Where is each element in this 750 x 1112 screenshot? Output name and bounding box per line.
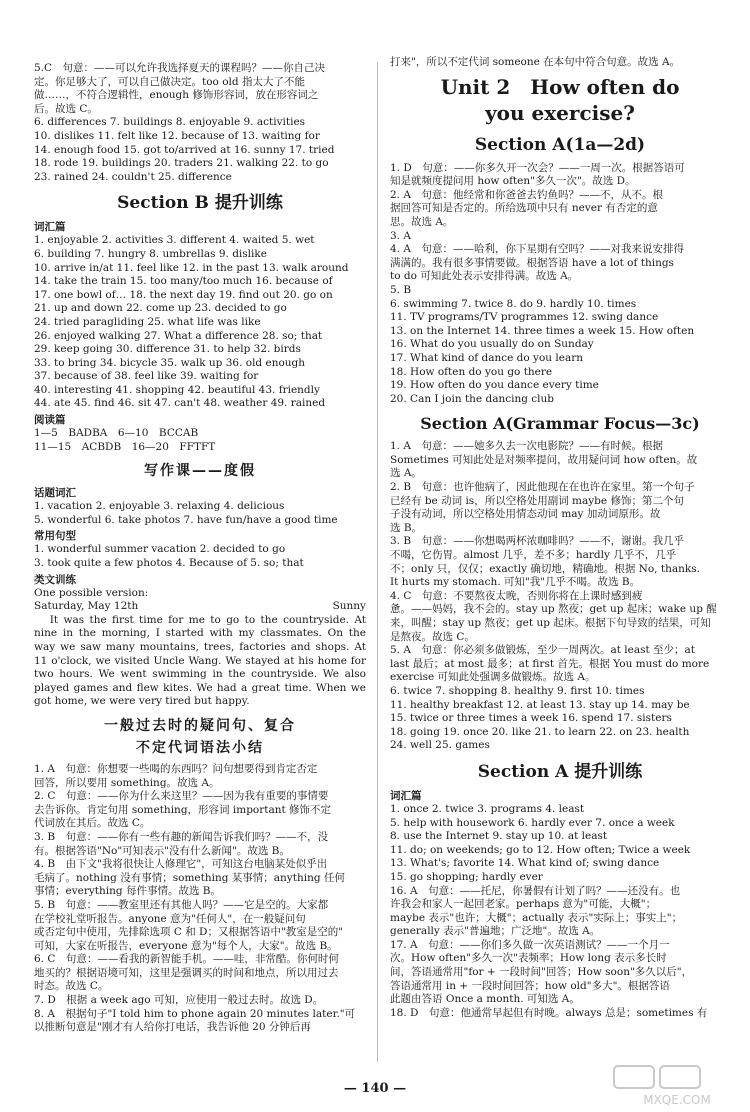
text-line: 知是就频度提问用 how often"多久一次"。故选 D。 bbox=[390, 175, 636, 188]
text-line: 在学校礼堂听报告。anyone 意为"任何人"，在一般疑问句 bbox=[34, 912, 306, 925]
text-line: 16. What do you usually do on Sunday bbox=[390, 338, 594, 351]
left-top-answers bbox=[34, 62, 366, 184]
text-line: 据回答可知是否定的。所给选项中只有 never 有否定的意 bbox=[390, 202, 658, 215]
text-line: 3. B 句意：——你想喝两杯浓咖啡吗？——不，谢谢。我几乎 bbox=[390, 535, 685, 548]
text-line: 3. B 句意：——你有一些有趣的新闻告诉我们吗？——不，没 bbox=[34, 830, 329, 843]
essay-date-row bbox=[34, 600, 366, 614]
text-line: 13. on the Internet 14. three times a week 15. How often bbox=[390, 324, 695, 337]
text-line: 许我会和家人一起回老家。perhaps 意为"可能，大概"； bbox=[390, 898, 657, 911]
text-line: 10. dislikes 11. felt like 12. because of 13. waiting for bbox=[34, 129, 320, 142]
text-line: 可知，大家在听报告，everyone 意为"每个人，大家"。故选 B。 bbox=[34, 939, 338, 952]
text-line: 1. A 句意：你想要一些喝的东西吗？问句想要得到肯定否定 bbox=[34, 762, 318, 775]
text-line: 5. help with housework 6. hardly ever 7. once a week bbox=[390, 816, 675, 829]
text-line: 6. C 句意：——看我的新智能手机。——哇，非常酷。你何时何 bbox=[34, 953, 339, 966]
vocab-label: 词汇篇 bbox=[34, 221, 66, 234]
grammar-focus-title: Section A(Grammar Focus—3c) bbox=[420, 414, 700, 434]
text-line: 不；only 只，仅仅；exactly 确切地，精确地。根据 No, thanks. bbox=[390, 562, 700, 575]
text-line: 1—5 BADBA 6—10 BCCAB bbox=[34, 427, 199, 440]
text-line: 1. A 句意：——她多久去一次电影院？——有时候。根据 bbox=[390, 440, 663, 453]
text-line: 有。根据答语"No"可知表示"没有什么新闻"。故选 B。 bbox=[34, 844, 290, 857]
text-line: 24. tried paragliding 25. what life was like bbox=[34, 315, 261, 328]
text-line: 4. A 句意：——哈利，你下星期有空吗？——对我来说安排得 bbox=[390, 243, 684, 256]
text-line: 满满的。我有很多事情要做。根据答语 have a lot of things bbox=[390, 256, 674, 269]
text-line: 8. A 根据句子"I told him to phone again 20 minutes later."可 bbox=[34, 1007, 356, 1020]
text-line: 毛病了。nothing 没有事情；something 某事情；anything 任何 bbox=[34, 871, 345, 884]
right-column bbox=[390, 56, 730, 1020]
text-line: 17. What kind of dance do you learn bbox=[390, 351, 584, 364]
text-line: last 最后；at most 最多；at first 首先。根据 You must do more bbox=[390, 657, 710, 670]
text-line: 4. C 句意：不要熬夜太晚，否则你将在上课时感到疲 bbox=[390, 589, 643, 602]
text-line: 16. A 句意：——托尼，你暑假有计划了吗？——还没有。也 bbox=[390, 884, 681, 897]
grammar-answers bbox=[34, 763, 366, 1035]
text-line: generally 表示"普遍地；广泛地"。故选 A。 bbox=[390, 925, 601, 938]
text-line: 18. How often do you go there bbox=[390, 365, 553, 378]
text-line: 去告诉你。肯定句用 something，形容词 important 修饰不定 bbox=[34, 803, 332, 816]
text-line: 18. going 19. once 20. like 21. to learn 22. on 23. health bbox=[390, 725, 690, 738]
section-a-title: Section A(1a—2d) bbox=[474, 134, 646, 155]
essay-date: Saturday, May 12th bbox=[34, 600, 139, 613]
text-line: 8. use the Internet 9. stay up 10. at least bbox=[390, 830, 608, 843]
text-line: 2. B 句意：也许他病了，因此他现在在也许在家里。第一个句子 bbox=[390, 481, 695, 494]
text-line: 思。故选 A。 bbox=[390, 215, 454, 228]
text-line: 选 B。 bbox=[390, 521, 423, 534]
text-line: to do 可知此处表示安排得满。故选 A。 bbox=[390, 270, 579, 283]
text-line: 以推断句意是"刚才有人给你打电话，我告诉他 20 分钟后再 bbox=[34, 1021, 311, 1034]
text-line: 20. Can I join the dancing club bbox=[390, 392, 555, 405]
reading-label: 阅读篇 bbox=[34, 414, 66, 427]
text-line: 时态。故选 C。 bbox=[34, 980, 109, 993]
text-line: 惫。——妈妈，我不会的。stay up 熬夜；get up 起床；wake up 醒 bbox=[390, 603, 717, 616]
text-line: 18. rode 19. buildings 20. traders 21. walking 22. to go bbox=[34, 157, 329, 170]
grammar-title-1: 一般过去时的疑问句、复合 bbox=[104, 717, 296, 734]
text-line: 来，叫醒；stay up 熬夜；get up 起床。根据下句导致的结果，可知 bbox=[390, 617, 711, 629]
unit-title: Unit 2 How often do bbox=[440, 74, 680, 99]
text-line: 1. vacation 2. enjoyable 3. relaxing 4. delicious bbox=[34, 500, 285, 513]
text-line: 4. B 由下文"我将很快让人修理它"，可知这台电脑某处似乎出 bbox=[34, 858, 328, 871]
text-line: 次。How often"多久一次"表频率；How long 表示多长时 bbox=[390, 952, 667, 965]
text-line: 此题由答语 Once a month. 可知选 A。 bbox=[390, 993, 580, 1006]
text-line: 6. twice 7. shopping 8. healthy 9. first 10. times bbox=[390, 684, 645, 697]
text-line: 33. to bring 34. bicycle 35. walk up 36. old enough bbox=[34, 356, 306, 369]
text-line: 回答，所以要用 something。故选 A。 bbox=[34, 776, 220, 789]
text-line: 选 A。 bbox=[390, 467, 422, 480]
text-line: 打来"，所以不定代词 someone 在本句中符合句意。故选 A。 bbox=[390, 56, 681, 68]
text-line: 11. do; on weekends; go to 12. How often; Twice a week bbox=[390, 843, 691, 856]
text-line: 子没有动词，所以空格处用情态动词 may 加动词原形。故 bbox=[390, 508, 661, 521]
text-line: 代词放在其后。故选 C。 bbox=[34, 817, 151, 830]
text-line: 地买的？根据语境可知，这里是强调买的时间和地点，所以用过去 bbox=[34, 966, 339, 979]
text-line: Sometimes 可知此处是对频率提问，故用疑问词 how often。故 bbox=[390, 453, 698, 466]
text-line: 间，答语通常用"for + 一段时间"回答；How soon"多久以后"， bbox=[390, 966, 693, 979]
vocab-label: 词汇篇 bbox=[390, 789, 422, 802]
text-line: 21. up and down 22. come up 23. decided to go bbox=[34, 302, 287, 315]
text-line: 1. once 2. twice 3. programs 4. least bbox=[390, 802, 585, 815]
column-divider bbox=[377, 62, 378, 1062]
essay-label: 类文训练 bbox=[34, 573, 76, 586]
page-number: — 140 — bbox=[343, 1081, 407, 1096]
text-line: 答语通常用 in + 一段时间回答；how old"多大"。根据答语 bbox=[390, 979, 670, 992]
text-line: maybe 表示"也许；大概"；actually 表示"实际上；事实上"； bbox=[390, 911, 683, 924]
text-line: 15. go shopping; hardly ever bbox=[390, 870, 543, 883]
text-line: 3. took quite a few photos 4. Because of 5. so; that bbox=[34, 557, 304, 570]
text-line: 11—15 ACBDB 16—20 FFTFT bbox=[34, 440, 216, 453]
text-line: 10. arrive in/at 11. feel like 12. in the past 13. walk around bbox=[34, 261, 349, 274]
text-line: 6. swimming 7. twice 8. do 9. hardly 10. times bbox=[390, 297, 637, 310]
text-line: 1. wonderful summer vacation 2. decided to go bbox=[34, 543, 286, 556]
text-line: 5. wonderful 6. take photos 7. have fun/have a good time bbox=[34, 513, 338, 526]
text-line: 5.C 句意：——可以允许我选择夏天的课程吗？——你自己决 bbox=[34, 62, 326, 74]
text-line: 24. well 25. games bbox=[390, 739, 490, 752]
text-line: 18. D 句意：他通常早起但有时晚。always 总是；sometimes 有 bbox=[390, 1006, 708, 1019]
text-line: It hurts my stomach. 可知"我"几乎不喝。故选 B。 bbox=[390, 576, 641, 589]
text-line: 11. healthy breakfast 12. at least 13. stay up 14. may be bbox=[390, 698, 690, 711]
text-line: 已经有 be 动词 is，所以空格处用副词 maybe 修饰；第二个句 bbox=[390, 494, 684, 507]
site-watermark-logo bbox=[612, 1064, 742, 1108]
text-line: 定。你足够大了，可以自己做决定。too old 指太大了不能 bbox=[34, 75, 305, 88]
text-line: 5. B 句意：——教室里还有其他人吗？——它是空的。大家都 bbox=[34, 898, 329, 911]
essay-intro: One possible version: bbox=[34, 586, 149, 599]
text-line: 17. A 句意：——你们多久做一次英语测试？——一个月一 bbox=[390, 938, 670, 951]
left-column bbox=[34, 62, 366, 1035]
text-line: 后。故选 C。 bbox=[34, 102, 98, 115]
text-line: 23. rained 24. couldn't 25. difference bbox=[34, 170, 232, 183]
text-line: 是熬夜。故选 C。 bbox=[390, 630, 475, 643]
text-line: 40. interesting 41. shopping 42. beautiful 43. friendly bbox=[34, 383, 320, 396]
essay-weather: Sunny bbox=[332, 600, 366, 613]
essay-body: It was the first time for me to go to the countryside. At nine in the morning, I started with my classmates. On the way we saw many mountains, trees, factories and shops. At 11 o'clock, we visited Uncle Wang. We stayed at his home for two hours. We went swimming in the countryside. We also played games and flew kites. We had a great time. When we got home, we were very tired but happy. bbox=[34, 613, 366, 708]
text-line: 5. B bbox=[390, 283, 412, 296]
text-line: 13. What's; favorite 14. What kind of; swing dance bbox=[390, 857, 660, 870]
text-line: 不喝，它伤胃。almost 几乎，差不多；hardly 几乎不，几乎 bbox=[390, 549, 677, 562]
text-line: 6. differences 7. buildings 8. enjoyable 9. activities bbox=[34, 116, 306, 129]
text-line: 29. keep going 30. difference 31. to help 32. birds bbox=[34, 343, 301, 356]
text-line: 5. A 句意：你必须多做锻炼，至少一周两次。at least 至少；at bbox=[390, 644, 696, 657]
text-line: 15. twice or three times a week 16. spend 17. sisters bbox=[390, 712, 672, 725]
text-line: 事情；everything 每件事情。故选 B。 bbox=[34, 885, 222, 898]
vocab-answers bbox=[34, 234, 366, 411]
text-line: 7. D 根据 a week ago 可知，应使用一般过去时。故选 D。 bbox=[34, 994, 324, 1007]
grammar-title-2: 不定代词语法小结 bbox=[136, 739, 264, 756]
text-line: 1. enjoyable 2. activities 3. different 4. waited 5. wet bbox=[34, 234, 315, 247]
text-line: 1. D 句意：——你多久开一次会？——一周一次。根据答语可 bbox=[390, 161, 685, 174]
writing-title: 写作课——度假 bbox=[144, 463, 256, 480]
section-b-title: Section B 提升训练 bbox=[117, 193, 283, 214]
text-line: 17. one bowl of… 18. the next day 19. find out 20. go on bbox=[34, 288, 333, 301]
text-line: 2. C 句意：——你为什么来这里？——因为我有重要的事情要 bbox=[34, 790, 329, 803]
grammar-focus-answers bbox=[390, 440, 730, 753]
text-line: 19. How often do you dance every time bbox=[390, 379, 599, 392]
text-line: 14. enough food 15. got to/arrived at 16. sunny 17. tried bbox=[34, 143, 335, 156]
text-line: 3. A bbox=[390, 229, 411, 242]
watermark-text: MXQE.COM bbox=[643, 1093, 711, 1107]
topic-label: 话题词汇 bbox=[34, 487, 76, 500]
text-line: 或否定句中使用，先排除选项 C 和 D；又根据答语中"教室是空的" bbox=[34, 926, 344, 939]
section-a-tisheng-title: Section A 提升训练 bbox=[477, 761, 643, 782]
text-line: 37. because of 38. feel like 39. waiting for bbox=[34, 370, 259, 383]
text-line: 11. TV programs/TV programmes 12. swing dance bbox=[390, 311, 659, 324]
text-line: 26. enjoyed walking 27. What a difference 28. so; that bbox=[34, 329, 323, 342]
unit-title-2: you exercise? bbox=[485, 100, 635, 125]
section-a-tisheng-answers bbox=[390, 803, 730, 1021]
text-line: 2. A 句意：他经常和你爸爸去钓鱼吗？——不，从不。根 bbox=[390, 188, 663, 201]
text-line: 做……，不符合逻辑性，enough 修饰形容词，放在形容词之 bbox=[34, 89, 319, 102]
section-a-answers bbox=[390, 162, 730, 407]
pattern-label: 常用句型 bbox=[34, 530, 76, 543]
text-line: exercise 可知此处强调多做锻炼。故选 A。 bbox=[390, 671, 596, 684]
text-line: 14. take the train 15. too many/too much 16. because of bbox=[34, 275, 333, 288]
text-line: 6. building 7. hungry 8. umbrellas 9. dislike bbox=[34, 247, 267, 260]
text-line: 44. ate 45. find 46. sit 47. can't 48. weather 49. rained bbox=[34, 397, 326, 410]
